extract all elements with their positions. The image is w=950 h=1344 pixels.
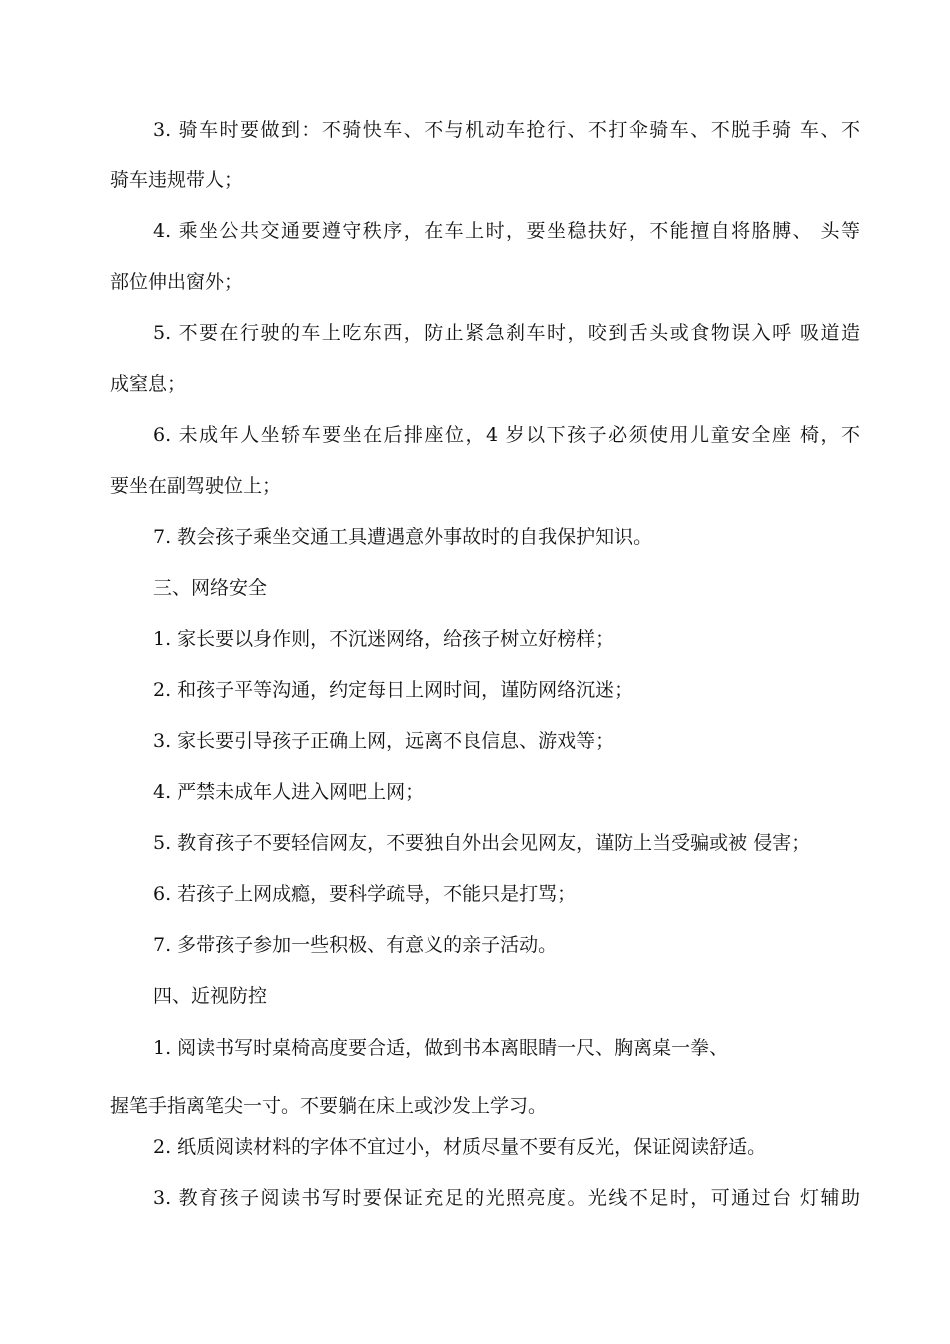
text-line: 成窒息； xyxy=(110,373,187,395)
text-line: 6. 未成年人坐轿车要坐在后排座位，4 岁以下孩子必须使用儿童安全座 椅，不 xyxy=(153,424,860,446)
text-line: 3. 骑车时要做到：不骑快车、不与机动车抢行、不打伞骑车、不脱手骑 车、不 xyxy=(153,119,860,141)
text-line: 2. 和孩子平等沟通，约定每日上网时间，谨防网络沉迷； xyxy=(153,679,634,701)
text-line: 5. 教育孩子不要轻信网友，不要独自外出会见网友，谨防上当受骗或被 侵害； xyxy=(153,832,811,854)
section-heading: 三、网络安全 xyxy=(153,577,268,599)
text-line: 要坐在副驾驶位上； xyxy=(110,475,282,497)
text-line: 4. 乘坐公共交通要遵守秩序，在车上时，要坐稳扶好，不能擅自将胳膊、 头等 xyxy=(153,220,860,242)
text-line: 3. 教育孩子阅读书写时要保证充足的光照亮度。光线不足时，可通过台 灯辅助 xyxy=(153,1187,860,1209)
text-line: 5. 不要在行驶的车上吃东西，防止紧急刹车时，咬到舌头或食物误入呼 吸道造 xyxy=(153,322,860,344)
text-line: 握笔手指离笔尖一寸。不要躺在床上或沙发上学习。 xyxy=(110,1095,548,1117)
text-line: 部位伸出窗外； xyxy=(110,271,244,293)
text-line: 2. 纸质阅读材料的字体不宜过小，材质尽量不要有反光，保证阅读舒适。 xyxy=(153,1136,767,1158)
text-line: 3. 家长要引导孩子正确上网，远离不良信息、游戏等； xyxy=(153,730,615,752)
text-line: 4. 严禁未成年人进入网吧上网； xyxy=(153,781,425,803)
text-line: 6. 若孩子上网成瘾，要科学疏导，不能只是打骂； xyxy=(153,883,577,905)
text-line: 骑车违规带人； xyxy=(110,169,244,191)
text-line: 7. 多带孩子参加一些积极、有意义的亲子活动。 xyxy=(153,934,558,956)
text-line: 7. 教会孩子乘坐交通工具遭遇意外事故时的自我保护知识。 xyxy=(153,526,653,548)
text-line: 1. 阅读书写时桌椅高度要合适，做到书本离眼睛一尺、胸离桌一拳、 xyxy=(153,1037,729,1059)
section-heading: 四、近视防控 xyxy=(153,985,268,1007)
text-line: 1. 家长要以身作则，不沉迷网络，给孩子树立好榜样； xyxy=(153,628,615,650)
